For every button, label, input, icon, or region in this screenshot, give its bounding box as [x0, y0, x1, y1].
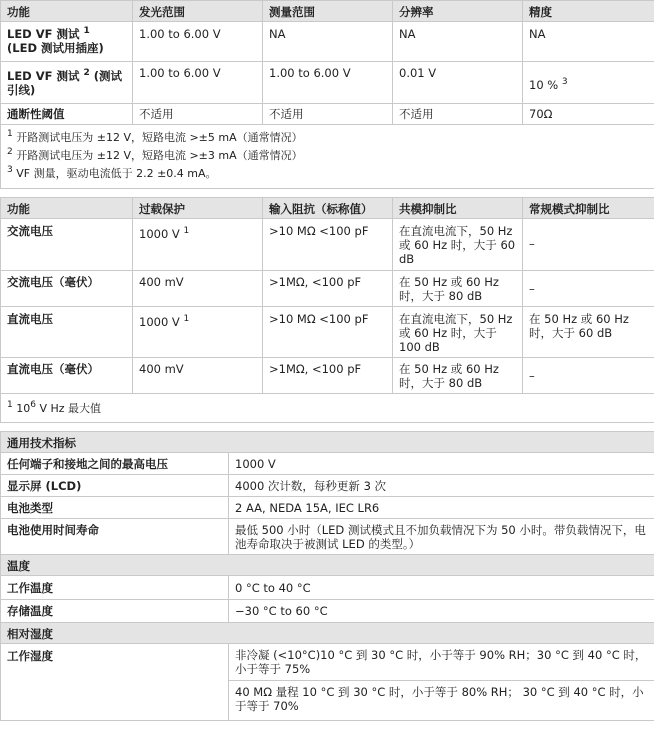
- column-header: 共模抑制比: [393, 198, 523, 219]
- function-sublabel: (LED 测试用插座): [7, 41, 104, 55]
- table-row: [1, 62, 654, 104]
- led-test-spec-table: [0, 0, 654, 189]
- spec-label: 工作温度: [1, 576, 229, 600]
- measure-range-cell: 1.00 to 6.00 V: [263, 62, 393, 104]
- column-header: 功能: [1, 1, 133, 22]
- footnote-row: [1, 394, 654, 423]
- table-row: [1, 358, 654, 394]
- resolution-cell: NA: [393, 22, 523, 62]
- emit-range-cell: 1.00 to 6.00 V: [133, 62, 263, 104]
- spec-value: 最低 500 小时（LED 测试模式且不加负载情况下为 50 小时。带负载情况下，电池寿命取决于被测试 LED 的类型。）: [229, 519, 654, 555]
- spec-label: 电池类型: [1, 497, 229, 519]
- measure-range-cell: 不适用: [263, 104, 393, 125]
- general-spec-table: [0, 431, 654, 721]
- table-row: [1, 307, 654, 358]
- footnotes: [1, 125, 654, 189]
- spec-value: 非冷凝 (<10°C)10 °C 到 30 °C 时，小于等于 90% RH；30 °C 到 40 °C 时，小于等于 75%: [229, 644, 654, 681]
- table-row: [1, 497, 654, 519]
- table-row: [1, 22, 654, 62]
- footnote: $^1$ $10^6$ V Hz 最大值: [1, 394, 654, 423]
- section-header-row: [1, 623, 654, 644]
- spec-label: 存储温度: [1, 600, 229, 623]
- cmrr-cell: 在 50 Hz 或 60 Hz 时，大于 80 dB: [393, 358, 523, 394]
- spec-value: 0 °C to 40 °C: [229, 576, 654, 600]
- table-row: [1, 644, 654, 681]
- function-cell: 交流电压: [1, 219, 133, 271]
- column-header: 测量范围: [263, 1, 393, 22]
- table-row: [1, 600, 654, 623]
- column-header: 精度: [523, 1, 654, 22]
- spec-value: 1000 V: [229, 453, 654, 475]
- spacer: [0, 423, 654, 431]
- measure-range-cell: NA: [263, 22, 393, 62]
- overload-cell: 400 mV: [133, 358, 263, 394]
- voltage-spec-table: [0, 197, 654, 423]
- section-header-row: [1, 555, 654, 576]
- footnote-row: [1, 125, 654, 189]
- nmrr-cell: –: [523, 219, 654, 271]
- table-header-row: [1, 1, 654, 22]
- column-header: 常规模式抑制比: [523, 198, 654, 219]
- footnote: $^2$ 开路测试电压为 ±12 V，短路电流 >±3 mA（通常情况）: [7, 147, 303, 162]
- overload-cell: 1000 V $^1$: [133, 219, 263, 271]
- cmrr-cell: 在直流电流下，50 Hz 或 60 Hz 时，大于 100 dB: [393, 307, 523, 358]
- impedance-cell: >1MΩ, <100 pF: [263, 358, 393, 394]
- nmrr-cell: –: [523, 358, 654, 394]
- table-row: [1, 271, 654, 307]
- function-cell: 直流电压（毫伏）: [1, 358, 133, 394]
- spec-value: 40 MΩ 量程 10 °C 到 30 °C 时，小于等于 80% RH； 30 °C 到 40 °C 时，小于等于 70%: [229, 681, 654, 721]
- column-header: 功能: [1, 198, 133, 219]
- footnote-ref: 2: [83, 68, 90, 78]
- function-sublabel: (测试引线): [7, 69, 123, 97]
- accuracy-value: 10 %: [529, 78, 559, 92]
- spec-value: 2 AA, NEDA 15A, IEC LR6: [229, 497, 654, 519]
- function-cell: 通断性阈值: [1, 104, 133, 125]
- spec-label: 电池使用时间寿命: [1, 519, 229, 555]
- function-cell: [1, 62, 133, 104]
- column-header: 输入阻抗（标称值）: [263, 198, 393, 219]
- function-label: LED VF 测试: [7, 69, 80, 83]
- cmrr-cell: 在直流电流下，50 Hz 或 60 Hz 时，大于 60 dB: [393, 219, 523, 271]
- overload-cell: 400 mV: [133, 271, 263, 307]
- overload-cell: 1000 V $^1$: [133, 307, 263, 358]
- column-header: 过载保护: [133, 198, 263, 219]
- spacer: [0, 189, 654, 197]
- table-row: [1, 519, 654, 555]
- section-title: 温度: [1, 555, 654, 576]
- footnote-ref: 3: [561, 77, 568, 87]
- function-cell: 直流电压: [1, 307, 133, 358]
- cmrr-cell: 在 50 Hz 或 60 Hz 时，大于 80 dB: [393, 271, 523, 307]
- spec-value: −30 °C to 60 °C: [229, 600, 654, 623]
- emit-range-cell: 1.00 to 6.00 V: [133, 22, 263, 62]
- accuracy-cell: [523, 62, 654, 104]
- function-cell: 交流电压（毫伏）: [1, 271, 133, 307]
- column-header: 分辨率: [393, 1, 523, 22]
- table-row: [1, 475, 654, 497]
- resolution-cell: 0.01 V: [393, 62, 523, 104]
- accuracy-cell: 70Ω: [523, 104, 654, 125]
- table-row: [1, 453, 654, 475]
- table-header-row: [1, 198, 654, 219]
- function-label: LED VF 测试: [7, 27, 80, 41]
- footnote-ref: 1: [183, 226, 190, 236]
- accuracy-cell: NA: [523, 22, 654, 62]
- impedance-cell: >10 MΩ <100 pF: [263, 219, 393, 271]
- impedance-cell: >10 MΩ <100 pF: [263, 307, 393, 358]
- section-header-row: [1, 432, 654, 453]
- footnote: $^3$ VF 测量，驱动电流低于 2.2 ±0.4 mA。: [7, 165, 217, 180]
- footnote: $^1$ 开路测试电压为 ±12 V，短路电流 >±5 mA（通常情况）: [7, 129, 303, 144]
- section-title: 相对湿度: [1, 623, 654, 644]
- section-title: 通用技术指标: [1, 432, 654, 453]
- impedance-cell: >1MΩ, <100 pF: [263, 271, 393, 307]
- spec-value: 4000 次计数，每秒更新 3 次: [229, 475, 654, 497]
- spec-label: 显示屏 (LCD): [1, 475, 229, 497]
- table-row: [1, 219, 654, 271]
- spec-label: 工作湿度: [1, 644, 229, 721]
- nmrr-cell: 在 50 Hz 或 60 Hz 时，大于 60 dB: [523, 307, 654, 358]
- column-header: 发光范围: [133, 1, 263, 22]
- nmrr-cell: –: [523, 271, 654, 307]
- footnote-ref: 1: [183, 314, 190, 324]
- table-row: [1, 104, 654, 125]
- spec-label: 任何端子和接地之间的最高电压: [1, 453, 229, 475]
- footnote-ref: 1: [83, 26, 90, 36]
- resolution-cell: 不适用: [393, 104, 523, 125]
- function-cell: [1, 22, 133, 62]
- emit-range-cell: 不适用: [133, 104, 263, 125]
- table-row: [1, 576, 654, 600]
